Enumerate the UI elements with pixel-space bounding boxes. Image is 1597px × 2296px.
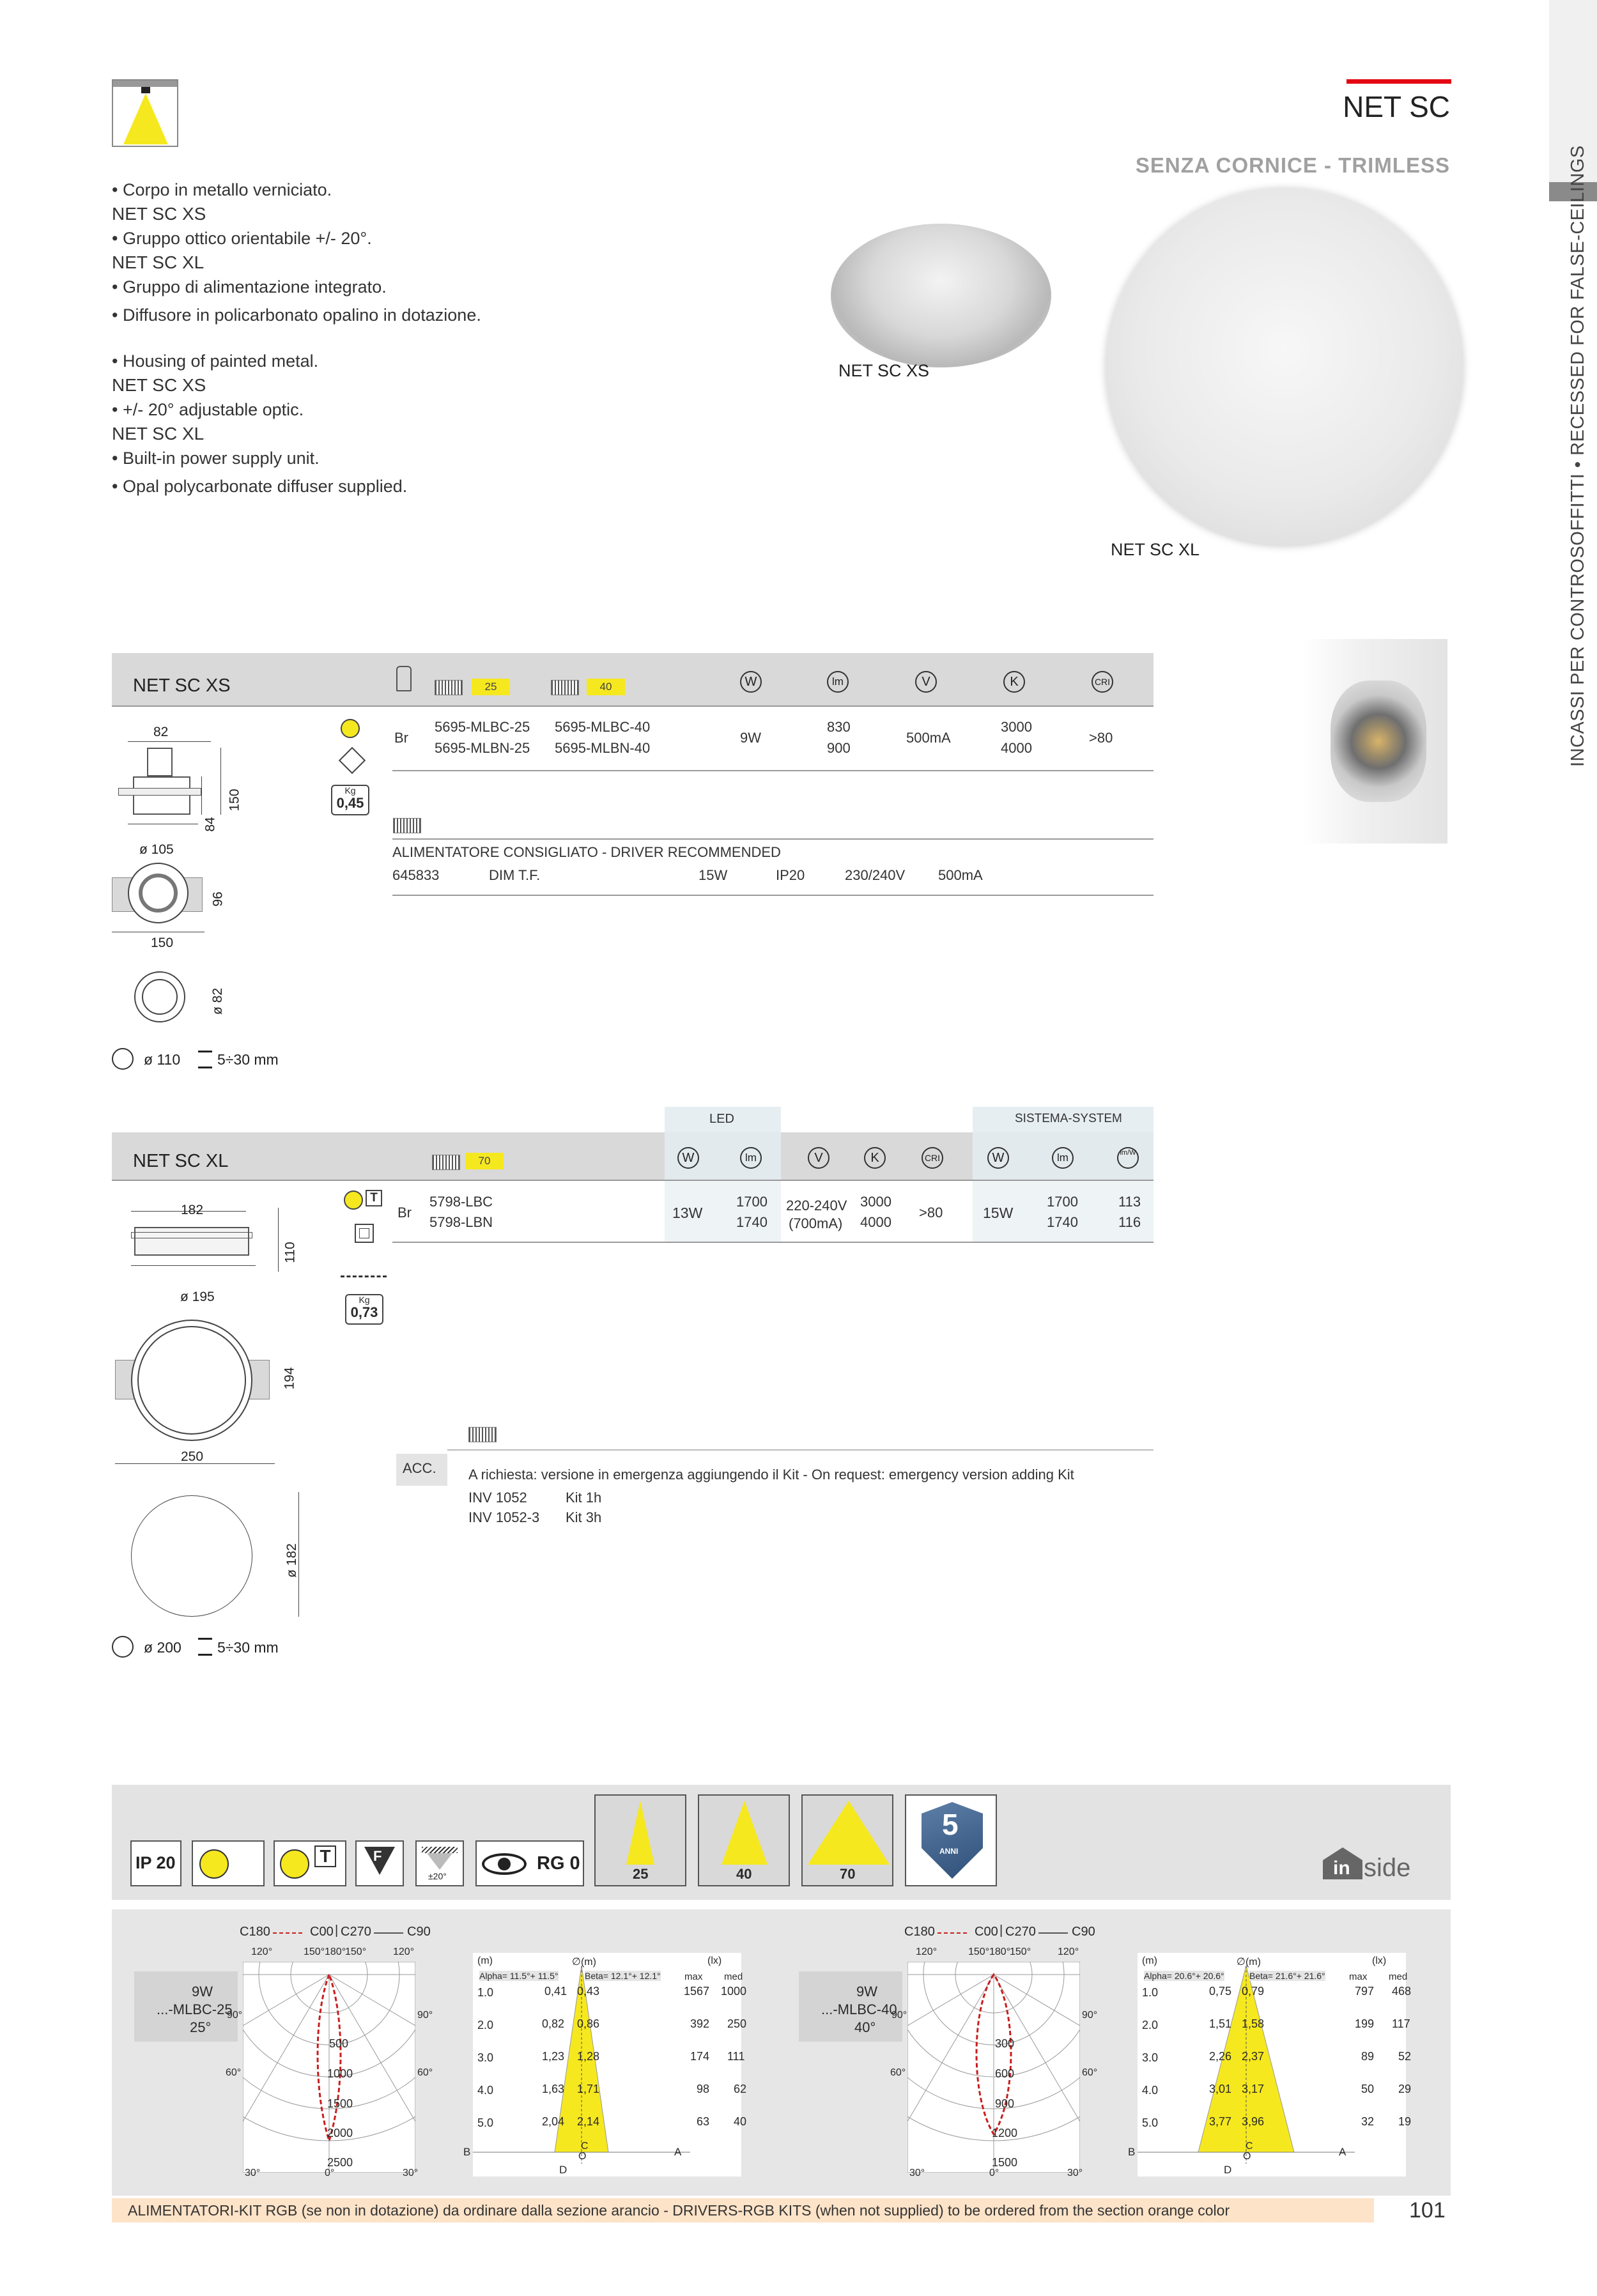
distance: 4.0 [477,2084,494,2097]
xl-weight-box [345,1294,383,1325]
lumen-icon: lm [827,671,849,693]
angle-label: 150° [1010,1946,1031,1957]
ring-label: 1000 [327,2067,353,2080]
xl-system-watt: 15W [983,1205,1014,1221]
xs-code: 5695-MLBN-25 [435,740,530,756]
xl-dim-hole: ø 200 [144,1639,181,1656]
weight-unit: Kg [344,785,356,796]
driver-ip: IP20 [776,867,805,883]
legend-c00: C00 [310,1925,334,1939]
lux-max: 199 [1355,2017,1375,2030]
emergency-icon [341,1258,387,1277]
xl-system-lumen: 1740 [1047,1214,1078,1230]
desc-line: NET SC XS [112,375,206,395]
page-title: NET SC [1343,90,1450,123]
desc-line: • Built-in power supply unit. [112,449,320,468]
xs-finish: Br [394,730,408,746]
xs-row-rule [392,770,1153,771]
xl-kelvin: 3000 [860,1194,891,1210]
class-iii-icon [339,747,366,774]
angle-label: 0° [325,2168,335,2178]
risk-group: RG 0 [537,1853,580,1874]
angle-label: 60° [226,2067,242,2078]
inside-logo-in: in [1333,1858,1350,1879]
alpha-angle: Alpha= 20.6°+ 20.6° [1144,1971,1224,1981]
ring-label: 2000 [327,2127,353,2139]
angle-label: 180° [989,1946,1011,1957]
xl-system-efficacy: 113 [1118,1194,1141,1210]
driver-barcode-icon [393,818,421,833]
lux-max: 98 [697,2083,710,2095]
angle-label: 0° [989,2168,999,2178]
xl-lumen: 1700 [736,1194,768,1210]
photometry-panel-1 [112,1909,776,2196]
depth-icon [198,1638,212,1656]
angle-label: 90° [1082,2010,1098,2021]
acc-text: A richiesta: versione in emergenza aggiungendo il Kit - On request: emergency version adding Kit [468,1467,1074,1483]
xl-barcode-icon [432,1155,460,1170]
lux-max: 797 [1355,1985,1375,1998]
driver-top-rule [392,838,1153,840]
diameter-a: 1,63 [542,2083,565,2095]
beam-40-label: 40 [736,1866,752,1882]
xs-dim-d1: ø 105 [139,842,174,857]
risk-group-box [475,1840,584,1886]
class-ii-icon [355,1224,374,1243]
xl-dim-top: 182 [181,1203,204,1217]
legend-c180: C180 [904,1925,935,1939]
kelvin-icon: K [864,1147,886,1169]
point-o: O [578,2151,587,2162]
xs-dim-hole: ø 110 [144,1051,181,1068]
xl-dim-w2: 250 [181,1449,204,1464]
beta-angle: Beta= 21.6°+ 21.6° [1249,1971,1325,1981]
col-med: med [724,1971,743,1982]
product-icon [112,79,178,147]
header-diameter: ∅(m) [1237,1957,1261,1968]
legend-sep: | [335,1923,339,1938]
beam-power: 9W [856,1984,877,1999]
col-max: max [684,1971,703,1982]
watt-icon: W [677,1147,699,1169]
desc-line: • Diffusore in policarbonato opalino in dotazione. [112,305,481,325]
page-number: 101 [1409,2198,1446,2223]
point-d: D [1224,2164,1232,2176]
diameter-b: 0,43 [577,1985,600,1998]
angle-label: 30° [403,2168,419,2178]
xl-weight: 0,73 [350,1304,378,1320]
beam-code: ...-MLBC-40 [821,2001,897,2017]
xs-current: 500mA [906,730,951,746]
lux-med: 117 [1392,2017,1410,2030]
distance: 3.0 [477,2051,494,2064]
xs-lumen: 830 [827,719,851,735]
ring-label: 1200 [992,2127,1018,2139]
xs-code: 5695-MLBC-40 [555,719,651,735]
xs-dim-d2: ø 82 [210,987,226,1015]
xl-dim-side: 194 [282,1367,297,1390]
point-c: C [581,2141,589,2152]
lux-med: 1000 [721,1985,747,1998]
desc-line: NET SC XL [112,424,204,443]
photo-installed-xs [1304,639,1447,844]
ring-label: 600 [995,2067,1015,2080]
distance: 3.0 [1142,2051,1159,2064]
kit-code: INV 1052 [468,1490,527,1506]
lux-max: 1567 [684,1985,710,1998]
xs-dim-w2: 150 [151,936,174,950]
alpha-angle: Alpha= 11.5°+ 11.5° [479,1971,559,1981]
diameter-b: 1,71 [577,2083,600,2095]
desc-line: • +/- 20° adjustable optic. [112,400,304,419]
lux-med: 19 [1398,2115,1412,2128]
xl-voltage: 220-240V [786,1198,847,1213]
desc-line: • Gruppo di alimentazione integrato. [112,277,387,297]
tilt-box [415,1840,464,1886]
xl-group-system: SISTEMA-SYSTEM [1015,1112,1122,1125]
desc-line: NET SC XL [112,252,204,272]
angle-label: 150° [968,1946,990,1957]
diameter-b: 0,86 [577,2017,600,2030]
yellow-fixture-icon [344,1190,363,1210]
distance: 1.0 [1142,1986,1159,1999]
xl-dim-d2: ø 182 [284,1543,299,1578]
legend-c00: C00 [975,1925,998,1939]
lux-max: 50 [1361,2083,1375,2095]
lux-med: 52 [1398,2050,1412,2063]
beam-angle: 25° [190,2019,212,2035]
angle-label: 30° [1067,2168,1083,2178]
kit-desc: Kit 1h [566,1490,602,1506]
weight-unit: Kg [359,1295,370,1305]
diameter-b: 2,14 [577,2115,600,2128]
header-m: (m) [477,1955,493,1966]
beta-angle: Beta= 12.1°+ 12.1° [585,1971,661,1981]
angle-label: 30° [909,2168,925,2178]
beam-angle: 40° [854,2019,876,2035]
xs-kelvin: 4000 [1001,740,1032,756]
diameter-b: 0,79 [1242,1985,1265,1998]
desc-line: • Opal polycarbonate diffuser supplied. [112,477,408,496]
hole-cut-icon [112,1636,134,1658]
xs-dim-h1: 84 [203,817,218,832]
point-c: C [1246,2141,1253,2152]
angle-label: 120° [393,1946,415,1957]
point-b: B [463,2146,471,2158]
lux-max: 63 [697,2115,710,2128]
xs-barcode-icon-25 [435,680,463,695]
diameter-b: 3,96 [1242,2115,1265,2128]
distance: 5.0 [1142,2116,1159,2129]
kit-desc: Kit 3h [566,1509,602,1525]
title-accent-bar [1346,79,1451,84]
beam-70-label: 70 [840,1866,856,1882]
xs-barcode-icon-40 [551,680,579,695]
description-it [112,178,481,327]
acc-barcode-icon [468,1427,497,1442]
angle-label: 60° [890,2067,906,2078]
xs-dim-h2: 150 [227,789,242,812]
point-o: O [1243,2151,1251,2162]
lux-med: 62 [734,2083,747,2095]
lux-max: 392 [690,2017,710,2030]
kit-code: INV 1052-3 [468,1509,540,1525]
angle-label: 60° [1082,2067,1098,2078]
volt-icon: V [915,671,937,693]
driver-voltage: 230/240V [845,867,906,883]
distance: 2.0 [477,2019,494,2031]
header-diameter: ∅(m) [572,1957,596,1968]
diameter-a: 2,26 [1209,2050,1232,2063]
acc-label: ACC. [403,1460,436,1476]
legend-c180: C180 [240,1925,270,1939]
desc-line: • Corpo in metallo verniciato. [112,180,332,199]
ip-rating: IP 20 [135,1853,176,1872]
beam-power: 9W [192,1984,213,1999]
diameter-a: 2,04 [542,2115,565,2128]
lux-med: 40 [734,2115,747,2128]
xl-group-led: LED [709,1112,734,1126]
xs-dimension-drawing [115,719,249,1064]
acc-rule [447,1449,1153,1451]
lux-max: 174 [690,2050,710,2063]
lumen-icon: lm [740,1147,762,1169]
legend-c90: C90 [407,1925,431,1939]
angle-label: 90° [227,2010,243,2021]
diameter-a: 0,75 [1209,1985,1232,1998]
xs-dim-side: 96 [210,891,226,907]
volt-icon: V [808,1147,829,1169]
legend-c270: C270 [341,1925,371,1939]
angle-label: 60° [417,2067,433,2078]
yellow-fixture-icon [341,719,360,738]
inside-logo-side: side [1364,1854,1411,1882]
footer-note: ALIMENTATORI-KIT RGB (se non in dotazione) da ordinare dalla sezione arancio - DRIVERS-RGB KITS (when not supplied) to be ordered from the section orange color [128,2202,1230,2219]
xs-weight: 0,45 [336,795,364,811]
cri-icon: CRI [922,1147,943,1169]
kelvin-icon: K [1003,671,1025,693]
thermal-symbol-box: T [274,1840,346,1886]
ring-label: 900 [995,2097,1015,2110]
xl-kelvin: 4000 [860,1214,891,1230]
warranty-years: 5 [942,1808,959,1841]
photometry-panel-2 [776,1909,1441,2196]
distance: 1.0 [477,1986,494,1999]
ring-label: 300 [995,2037,1015,2050]
tilt-value: ±20° [428,1871,447,1881]
xs-header-rule [112,705,1153,707]
xl-product-name: NET SC XL [133,1151,229,1171]
warranty-unit: ANNI [939,1847,959,1856]
header-m: (m) [1142,1955,1157,1966]
photo-net-sc-xs [831,224,1051,367]
lux-med: 111 [727,2050,745,2063]
xl-system-lumen: 1700 [1047,1194,1078,1210]
photo-net-sc-xl [1106,189,1463,546]
diameter-a: 0,41 [544,1985,567,1998]
legend-c90: C90 [1072,1925,1095,1939]
legend-c270: C270 [1005,1925,1036,1939]
diameter-a: 3,77 [1209,2115,1232,2128]
beam-70-box [801,1794,893,1886]
diameter-a: 0,82 [542,2017,565,2030]
xs-weight-box [331,785,369,815]
xl-system-efficacy: 116 [1118,1214,1141,1230]
diameter-b: 1,28 [577,2050,600,2063]
polar-diagram-2 [907,1962,1080,2173]
ring-label: 500 [329,2037,349,2050]
depth-icon [198,1051,212,1068]
beam-25-label: 25 [633,1866,649,1882]
photo-xs-label: NET SC XS [838,361,930,380]
driver-title: ALIMENTATORE CONSIGLIATO - DRIVER RECOMMENDED [392,844,781,860]
side-category-text: INCASSI PER CONTROSOFFITTI • RECESSED FOR FALSE-CEILINGS [1568,145,1588,767]
luminaire-symbol-box [192,1840,265,1886]
xl-row-rule [392,1242,1153,1243]
angle-label: 150° [345,1946,367,1957]
ring-label: 1500 [327,2097,353,2110]
driver-power: 15W [698,867,728,883]
point-b: B [1128,2146,1136,2158]
dimmable-icon [396,666,412,691]
point-a: A [1339,2146,1346,2158]
photo-xl-label: NET SC XL [1111,540,1200,559]
f-mark-box: F [355,1840,404,1886]
hole-cut-icon [112,1048,134,1070]
col-max: max [1349,1971,1368,1982]
distance: 5.0 [477,2116,494,2129]
lux-max: 89 [1361,2050,1375,2063]
angle-label: 90° [891,2010,907,2021]
diameter-b: 3,17 [1242,2083,1265,2095]
xs-dim-top: 82 [153,725,169,739]
angle-label: 120° [916,1946,937,1957]
xl-code: 5798-LBN [429,1214,493,1230]
description-en [112,349,407,498]
diameter-a: 3,01 [1209,2083,1232,2095]
angle-label: 180° [325,1946,346,1957]
system-watt-icon: W [987,1147,1009,1169]
beam-25-box [594,1794,686,1886]
system-lumen-icon: lm [1052,1147,1074,1169]
watt-icon: W [740,671,762,693]
xl-beam-70: 70 [465,1153,504,1169]
driver-code: 645833 [392,867,440,883]
driver-bottom-rule [392,895,1153,896]
lux-med: 250 [727,2017,747,2030]
xl-dim-depth: 5÷30 mm [217,1639,279,1656]
xl-code: 5798-LBC [429,1194,493,1210]
beam-40-box [698,1794,790,1886]
xs-code: 5695-MLBN-40 [555,740,651,756]
xs-dim-depth: 5÷30 mm [217,1051,279,1068]
xs-watt: 9W [740,730,761,746]
lux-max: 32 [1361,2115,1375,2128]
page-subtitle: SENZA CORNICE - TRIMLESS [1135,153,1450,177]
xs-code: 5695-MLBC-25 [435,719,530,735]
beam-code: ...-MLBC-25 [157,2001,233,2017]
distance: 2.0 [1142,2019,1159,2031]
distance: 4.0 [1142,2084,1159,2097]
thermal-protection-icon: T [366,1190,382,1206]
xs-cri: >80 [1089,730,1113,746]
system-efficacy-icon: lm/W [1117,1147,1139,1169]
desc-line: NET SC XS [112,204,206,224]
header-lx: (lx) [1372,1955,1387,1966]
angle-label: 120° [1058,1946,1079,1957]
angle-label: 150° [304,1946,325,1957]
xl-dim-d1: ø 195 [180,1290,215,1304]
ring-label: 1500 [992,2156,1018,2169]
xs-product-name: NET SC XS [133,675,231,696]
xl-finish: Br [397,1205,412,1221]
col-med: med [1389,1971,1408,1982]
desc-line: • Housing of painted metal. [112,351,319,371]
warranty-badge [905,1794,997,1886]
desc-line: • Gruppo ottico orientabile +/- 20°. [112,229,372,248]
xs-beam-25: 25 [472,679,510,695]
xl-dim-h1: 110 [282,1242,298,1263]
xs-beam-40: 40 [587,679,625,695]
angle-label: 30° [245,2168,261,2178]
diameter-b: 2,37 [1242,2050,1265,2063]
xs-kelvin: 3000 [1001,719,1032,735]
legend-sep: | [999,1923,1003,1938]
point-d: D [559,2164,567,2176]
driver-type: DIM T.F. [489,867,541,883]
xl-cri: >80 [919,1205,943,1221]
header-lx: (lx) [707,1955,722,1966]
lux-med: 468 [1392,1985,1412,1998]
driver-current: 500mA [938,867,983,883]
diameter-a: 1,23 [542,2050,565,2063]
inside-logo [1323,1844,1425,1882]
xl-voltage: (700mA) [789,1215,843,1231]
point-a: A [674,2146,682,2158]
ring-label: 2500 [327,2156,353,2169]
lux-med: 29 [1398,2083,1412,2095]
xs-header-band [112,653,1153,705]
angle-label: 120° [251,1946,273,1957]
diameter-a: 1,51 [1209,2017,1232,2030]
diameter-b: 1,58 [1242,2017,1265,2030]
xs-lumen: 900 [827,740,851,756]
cri-icon: CRI [1092,671,1113,693]
xl-watt: 13W [672,1205,703,1221]
angle-label: 90° [417,2010,433,2021]
xl-lumen: 1740 [736,1214,768,1230]
